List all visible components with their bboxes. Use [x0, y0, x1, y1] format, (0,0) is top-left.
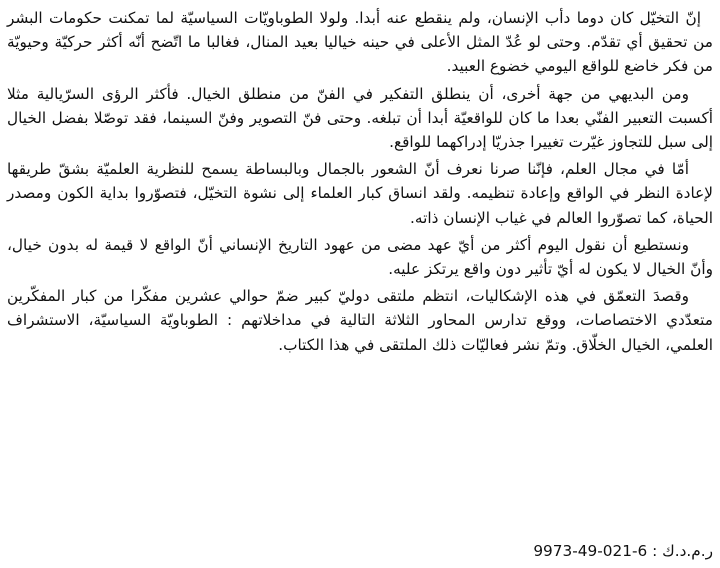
paragraph-imagination-science: أمّا في مجال العلم، فإنّنا صرنا نعرف أنّ الشعور بالجمال وبالبساطة يسمح للنظرية العلميّة بشقّ طريقها لإعادة النظر في الواقع وإعادة تنظيمه. ولقد انساق كبار العلماء إلى نشوة التخيّل، فتصوّروا بداية الكون ومصدر الحياة، كما تصوّروا العالم في غياب الإنسان ذاته.	[7, 160, 713, 227]
paragraph-imagination-history: إنّ التخيّل كان دوما دأب الإنسان، ولم ينقطع عنه أبدا. ولولا الطوباويّات السياسيّة لما تمكنت حكومات البشر من تحقيق أي تقدّم. وحتى لو عُدّ المثل الأعلى في حينه خياليا بعيد المنال، فغالبا ما اتّضح أنّه أكثر حركيّة وحيويّة من فكر خاضع للواقع اليومي خضوع العبيد.	[7, 9, 713, 76]
paragraph-imagination-art: ومن البديهي من جهة أخرى، أن ينطلق التفكير في الفنّ من منطلق الخيال. فأكثر الرؤى السرّيالية مثلا أكسبت التعبير الفنّي بعدا ما كان للواقعيّة أبدا أن تبلغه. وحتى فنّ التصوير وفنّ السينما، فقد توصّلا بفضل الخيال إلى سبل للتجاوز غيّرت تغييرا جذريّا إدراكهما للواقع.	[7, 84, 713, 152]
paragraph-reality-and-imagination: ونستطيع أن نقول اليوم أكثر من أيّ عهد مضى من عهود التاريخ الإنساني أنّ الواقع لا قيمة له بدون خيال، وأنّ الخيال لا يكون له أيّ تأثير دون واقع يرتكز عليه.	[7, 235, 713, 279]
paragraph-conference: وقصدَ التعمّق في هذه الإشكاليات، انتظم ملتقى دوليّ كبير ضمّ حوالي عشرين مفكّرا من كبار المفكّرين متعدّدي الاختصاصات، ووقع تدارس المحاور الثلاثة التالية في مداخلاتهم : الطوباويّة السياسيّة، الاستشراف العلمي، الخيال الخلّاق. وتمّ نشر فعاليّات ذلك الملتقى في هذا الكتاب.	[7, 287, 713, 354]
isbn-line: ر.م.د.ك : 6-021-49-9973	[533, 542, 713, 560]
